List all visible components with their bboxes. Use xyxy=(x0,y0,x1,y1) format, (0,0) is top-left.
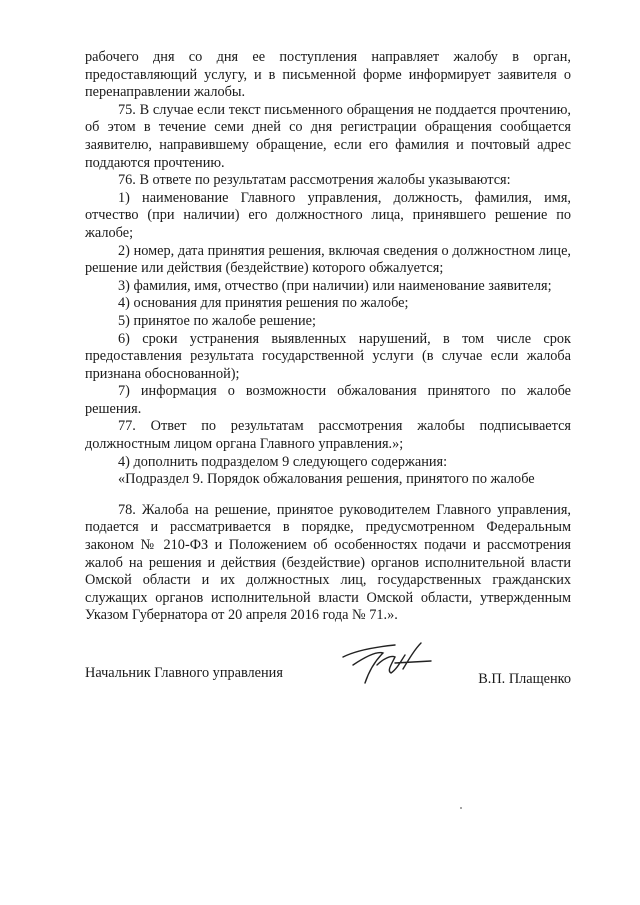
document-body xyxy=(85,49,571,625)
signature-block xyxy=(85,665,571,695)
list-item-5: 5) принятое по жалобе решение; xyxy=(118,312,316,329)
signatory-title: Начальник Главного управления xyxy=(85,665,283,681)
list-item-7: 7) информация о возможности обжалования принятого по жалобе решения. xyxy=(85,383,571,417)
paragraph-continuation: рабочего дня со дня ее поступления направляет жалобу в орган, предоставляющий услугу, и в письменной форме информирует заявителя о перенаправлении жалобы. xyxy=(85,49,571,101)
paragraph-76: 76. В ответе по результатам рассмотрения жалобы указываются: xyxy=(118,172,511,189)
scan-speck xyxy=(460,807,462,809)
list-item-4: 4) основания для принятия решения по жалобе; xyxy=(118,295,409,312)
paragraph-78: 78. Жалоба на решение, принятое руководителем Главного управления, подается и рассматривается в порядке, предусмотренном Федеральным законом № 210-ФЗ и Положением об особенностях подачи и рассмотрения жалоб на решения и действия (бездействие) органов исполнительной власти Омской области и их должностных лиц, государственных гражданских служащих органов исполнительной власти Омской области, утвержденным Указом Губернатора от 20 апреля 2016 года № 71.». xyxy=(85,501,571,624)
subsection-9-heading: «Подраздел 9. Порядок обжалования решения, принятого по жалобе xyxy=(118,471,535,488)
paragraph-75: 75. В случае если текст письменного обращения не поддается прочтению, об этом в течение семи дней со дня регистрации обращения сообщается заявителю, направившему обращение, если его фамилия и почтовый адрес поддаются прочтению. xyxy=(85,101,571,171)
amendment-item-4: 4) дополнить подразделом 9 следующего содержания: xyxy=(118,453,448,470)
list-item-1: 1) наименование Главного управления, должность, фамилия, имя, отчество (при наличии) его должностного лица, принявшего решение по жалобе; xyxy=(85,189,571,241)
list-item-2: 2) номер, дата принятия решения, включая сведения о должностном лице, решение или действия (бездействие) которого обжалуется; xyxy=(85,242,571,277)
signatory-name: В.П. Плащенко xyxy=(478,671,571,687)
list-item-3: 3) фамилия, имя, отчество (при наличии) или наименование заявителя; xyxy=(118,277,552,294)
handwritten-signature xyxy=(325,635,445,695)
list-item-6: 6) сроки устранения выявленных нарушений, в том числе срок предоставления результата государственной услуги (в случае если жалоба признана обоснованной); xyxy=(85,330,571,382)
section-spacer xyxy=(85,489,571,502)
paragraph-77: 77. Ответ по результатам рассмотрения жалобы подписывается должностным лицом органа Главного управления.»; xyxy=(85,418,571,453)
